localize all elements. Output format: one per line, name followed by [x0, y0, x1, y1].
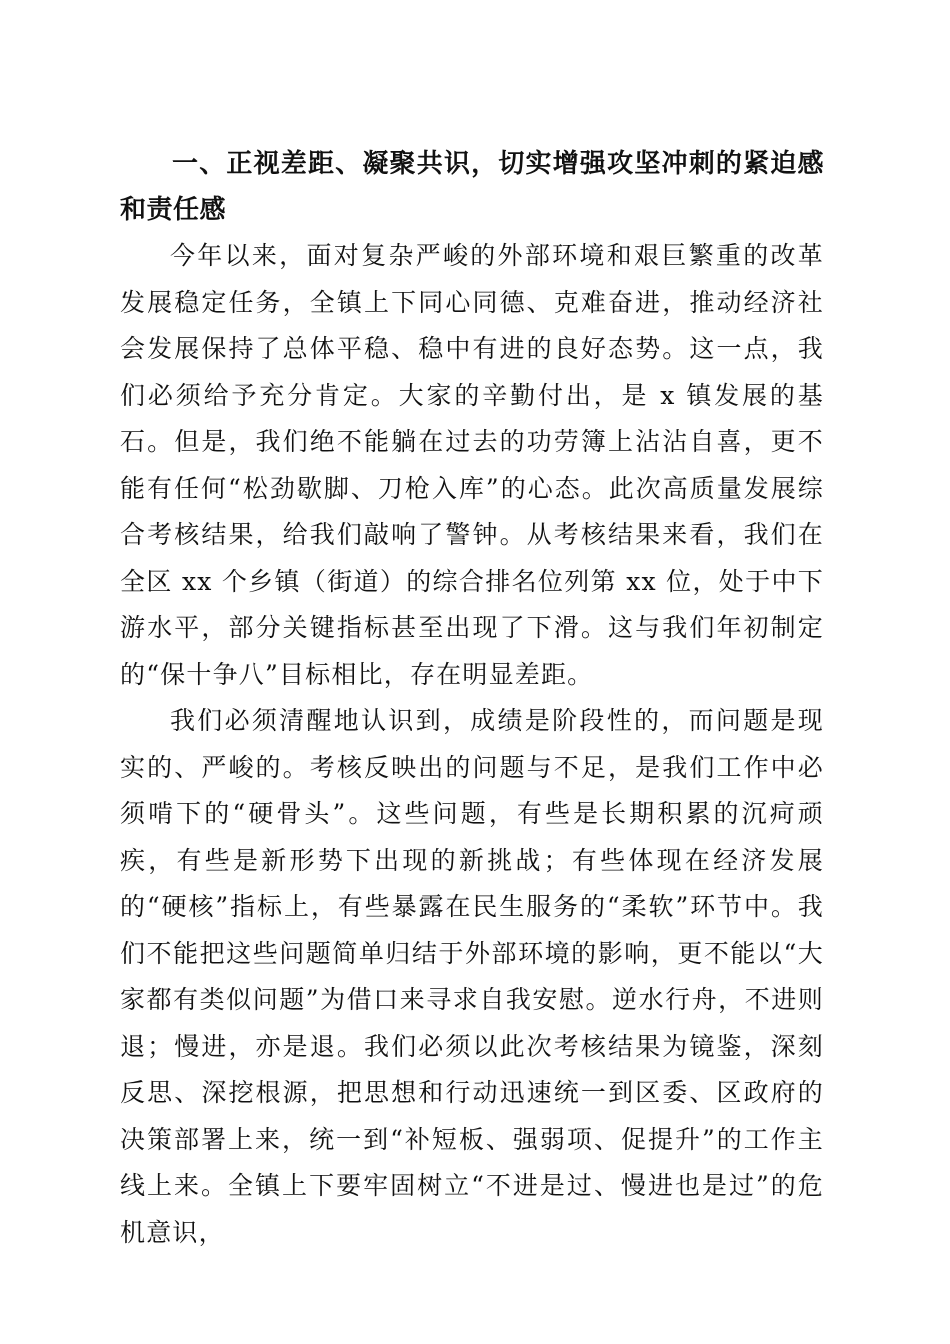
paragraph-1: 今年以来，面对复杂严峻的外部环境和艰巨繁重的改革发展稳定任务，全镇上下同心同德、克难奋进，推动经济社会发展保持了总体平稳、稳中有进的良好态势。这一点，我们必须给予充分肯定。大家的辛勤付出，是 x 镇发展的基石。但是，我们绝不能躺在过去的功劳簿上沾沾自喜，更不能有任何“松劲歇脚、刀枪入库”的心态。此次高质量发展综合考核结果，给我们敲响了警钟。从考核结果来看，我们在全区 xx 个乡镇（街道）的综合排名位列第 xx 位，处于中下游水平，部分关键指标甚至出现了下滑。这与我们年初制定的“保十争八”目标相比，存在明显差距。 — [120, 241, 824, 689]
paragraph-2: 我们必须清醒地认识到，成绩是阶段性的，而问题是现实的、严峻的。考核反映出的问题与不足，是我们工作中必须啃下的“硬骨头”。这些问题，有些是长期积累的沉疴顽疾，有些是新形势下出现的新挑战；有些体现在经济发展的“硬核”指标上，有些暴露在民生服务的“柔软”环节中。我们不能把这些问题简单归结于外部环境的影响，更不能以“大家都有类似问题”为借口来寻求自我安慰。逆水行舟，不进则退；慢进，亦是退。我们必须以此次考核结果为镜鉴，深刻反思、深挖根源，把思想和行动迅速统一到区委、区政府的决策部署上来，统一到“补短板、强弱项、促提升”的工作主线上来。全镇上下要牢固树立“不进是过、慢进也是过”的危机意识， — [120, 706, 824, 1247]
section-heading: 一、正视差距、凝聚共识，切实增强攻坚冲刺的紧迫感和责任感 — [120, 149, 824, 225]
document-body — [120, 141, 824, 1256]
